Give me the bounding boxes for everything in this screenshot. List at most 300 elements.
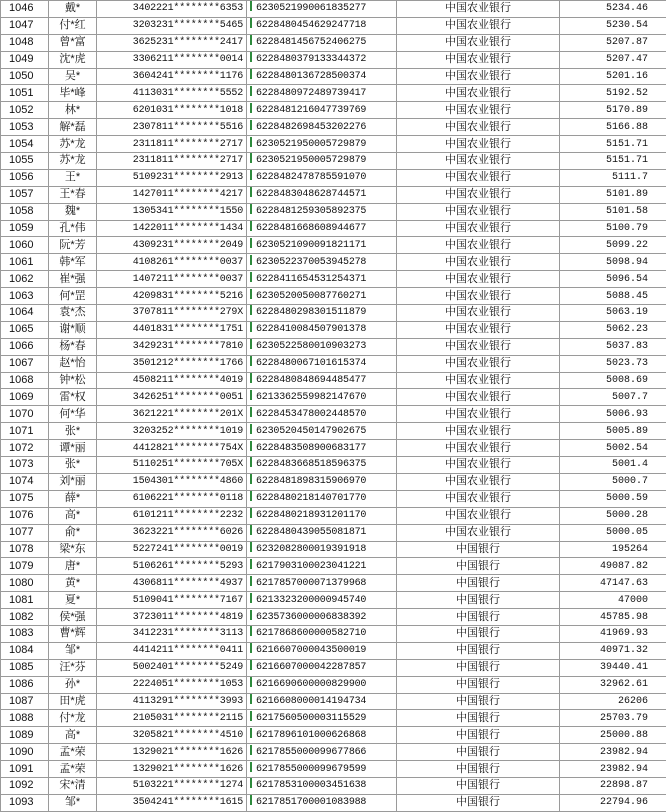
id-number-cell[interactable] [97, 423, 247, 440]
name-cell[interactable] [49, 423, 97, 440]
name-cell[interactable] [49, 524, 97, 541]
name-cell[interactable] [49, 338, 97, 355]
account-number-cell[interactable] [247, 761, 397, 778]
account-number-cell[interactable] [247, 355, 397, 372]
account-number-cell[interactable] [247, 659, 397, 676]
name-cell[interactable] [49, 136, 97, 153]
amount-cell[interactable] [560, 271, 666, 288]
id-number-cell[interactable] [97, 440, 247, 457]
account-number-cell[interactable] [247, 457, 397, 474]
bank-name-cell[interactable] [397, 457, 560, 474]
row-number-cell[interactable] [1, 102, 49, 119]
amount-cell[interactable] [560, 372, 666, 389]
row-number-cell[interactable] [1, 507, 49, 524]
account-number-cell[interactable] [247, 406, 397, 423]
bank-name-cell[interactable] [397, 305, 560, 322]
amount-cell[interactable] [560, 440, 666, 457]
amount-cell[interactable] [560, 119, 666, 136]
amount-cell[interactable] [560, 693, 666, 710]
row-number-cell[interactable] [1, 34, 49, 51]
bank-name-cell[interactable] [397, 372, 560, 389]
amount-cell[interactable] [560, 659, 666, 676]
amount-cell[interactable] [560, 794, 666, 811]
id-number-cell[interactable] [97, 676, 247, 693]
id-number-cell[interactable] [97, 338, 247, 355]
row-number-cell[interactable] [1, 153, 49, 170]
id-number-cell[interactable] [97, 220, 247, 237]
id-number-cell[interactable] [97, 305, 247, 322]
name-cell[interactable] [49, 68, 97, 85]
account-number-cell[interactable] [247, 203, 397, 220]
amount-cell-text: 5098.94 [606, 257, 648, 268]
name-cell[interactable] [49, 642, 97, 659]
name-cell[interactable] [49, 794, 97, 811]
name-cell[interactable] [49, 372, 97, 389]
account-number-cell[interactable] [247, 524, 397, 541]
name-cell[interactable] [49, 473, 97, 490]
id-number-cell[interactable] [97, 609, 247, 626]
name-cell[interactable] [49, 777, 97, 794]
amount-cell[interactable] [560, 642, 666, 659]
amount-cell[interactable] [560, 727, 666, 744]
name-cell[interactable] [49, 744, 97, 761]
amount-cell[interactable] [560, 136, 666, 153]
name-cell[interactable] [49, 220, 97, 237]
name-cell[interactable] [49, 625, 97, 642]
name-cell[interactable] [49, 288, 97, 305]
bank-name-cell[interactable] [397, 17, 560, 34]
account-number-cell[interactable] [247, 254, 397, 271]
row-number-cell[interactable] [1, 288, 49, 305]
account-number-cell[interactable] [247, 136, 397, 153]
account-number-cell[interactable] [247, 34, 397, 51]
amount-cell-text: 5002.54 [606, 443, 648, 454]
amount-cell[interactable] [560, 254, 666, 271]
bank-name-cell[interactable] [397, 136, 560, 153]
bank-name-cell[interactable] [397, 186, 560, 203]
account-number-cell[interactable] [247, 507, 397, 524]
name-cell[interactable] [49, 51, 97, 68]
name-cell[interactable] [49, 1, 97, 18]
row-number-cell[interactable] [1, 1, 49, 18]
bank-name-cell[interactable] [397, 676, 560, 693]
bank-name-cell[interactable] [397, 625, 560, 642]
name-cell[interactable] [49, 727, 97, 744]
id-number-cell[interactable] [97, 288, 247, 305]
account-number-cell[interactable] [247, 119, 397, 136]
id-number-cell[interactable] [97, 153, 247, 170]
account-number-cell[interactable] [247, 169, 397, 186]
account-number-cell[interactable] [247, 777, 397, 794]
amount-cell[interactable] [560, 524, 666, 541]
row-number-cell[interactable] [1, 423, 49, 440]
amount-cell[interactable] [560, 676, 666, 693]
name-cell[interactable] [49, 710, 97, 727]
amount-cell[interactable] [560, 625, 666, 642]
name-cell[interactable] [49, 490, 97, 507]
name-cell[interactable] [49, 85, 97, 102]
bank-name-cell[interactable] [397, 34, 560, 51]
id-number-cell[interactable] [97, 169, 247, 186]
bank-name-cell[interactable] [397, 541, 560, 558]
row-number-cell[interactable] [1, 169, 49, 186]
account-number-cell[interactable] [247, 642, 397, 659]
row-number-cell[interactable] [1, 406, 49, 423]
row-number-cell[interactable] [1, 524, 49, 541]
bank-name-cell[interactable] [397, 575, 560, 592]
table-row [1, 440, 666, 457]
bank-name-cell[interactable] [397, 119, 560, 136]
id-number-cell[interactable] [97, 85, 247, 102]
row-number-cell[interactable] [1, 389, 49, 406]
row-number-cell[interactable] [1, 17, 49, 34]
id-number-cell[interactable] [97, 524, 247, 541]
id-number-cell[interactable] [97, 17, 247, 34]
name-cell[interactable] [49, 676, 97, 693]
amount-cell[interactable] [560, 389, 666, 406]
bank-name-cell[interactable] [397, 423, 560, 440]
id-number-cell[interactable] [97, 490, 247, 507]
bank-name-cell[interactable] [397, 355, 560, 372]
amount-cell[interactable] [560, 423, 666, 440]
id-number-cell[interactable] [97, 592, 247, 609]
name-cell[interactable] [49, 119, 97, 136]
bank-name-cell[interactable] [397, 220, 560, 237]
amount-cell[interactable] [560, 1, 666, 18]
name-cell[interactable] [49, 169, 97, 186]
table-row [1, 524, 666, 541]
amount-cell[interactable] [560, 305, 666, 322]
row-number-cell[interactable] [1, 473, 49, 490]
bank-name-cell[interactable] [397, 609, 560, 626]
id-number-cell[interactable] [97, 761, 247, 778]
name-cell[interactable] [49, 575, 97, 592]
row-number-cell[interactable] [1, 676, 49, 693]
name-cell[interactable] [49, 507, 97, 524]
name-cell[interactable] [49, 254, 97, 271]
bank-name-cell[interactable] [397, 558, 560, 575]
name-cell[interactable] [49, 389, 97, 406]
row-number-cell[interactable] [1, 457, 49, 474]
row-number-cell[interactable] [1, 237, 49, 254]
name-cell[interactable] [49, 237, 97, 254]
row-number-cell[interactable] [1, 305, 49, 322]
bank-name-cell[interactable] [397, 473, 560, 490]
name-cell[interactable] [49, 203, 97, 220]
bank-name-cell[interactable] [397, 406, 560, 423]
account-number-cell[interactable] [247, 372, 397, 389]
amount-cell[interactable] [560, 102, 666, 119]
row-number-cell[interactable] [1, 744, 49, 761]
id-number-cell[interactable] [97, 558, 247, 575]
id-number-cell[interactable] [97, 203, 247, 220]
id-number-cell[interactable] [97, 625, 247, 642]
account-number-cell[interactable] [247, 17, 397, 34]
amount-cell[interactable] [560, 609, 666, 626]
row-number-cell[interactable] [1, 440, 49, 457]
table-row [1, 271, 666, 288]
account-number-cell[interactable] [247, 423, 397, 440]
bank-name-cell[interactable] [397, 203, 560, 220]
id-number-cell[interactable] [97, 119, 247, 136]
cell-comment-marker [250, 407, 252, 417]
row-number-cell[interactable] [1, 321, 49, 338]
account-number-cell[interactable] [247, 575, 397, 592]
row-number-cell[interactable] [1, 271, 49, 288]
name-cell[interactable] [49, 355, 97, 372]
amount-cell[interactable] [560, 17, 666, 34]
amount-cell[interactable] [560, 68, 666, 85]
id-number-cell[interactable] [97, 693, 247, 710]
name-cell[interactable] [49, 186, 97, 203]
name-cell[interactable] [49, 305, 97, 322]
row-number-cell-text: 1091 [9, 763, 33, 775]
account-number-cell[interactable] [247, 625, 397, 642]
name-cell[interactable] [49, 457, 97, 474]
id-number-cell[interactable] [97, 744, 247, 761]
name-cell[interactable] [49, 102, 97, 119]
amount-cell[interactable] [560, 777, 666, 794]
id-number-cell[interactable] [97, 68, 247, 85]
account-number-cell[interactable] [247, 85, 397, 102]
amount-cell[interactable] [560, 710, 666, 727]
row-number-cell[interactable] [1, 541, 49, 558]
name-cell[interactable] [49, 321, 97, 338]
row-number-cell[interactable] [1, 659, 49, 676]
account-number-cell[interactable] [247, 744, 397, 761]
id-number-cell-text: 5002401********5249 [133, 662, 243, 673]
id-number-cell[interactable] [97, 777, 247, 794]
bank-name-cell[interactable] [397, 389, 560, 406]
bank-name-cell[interactable] [397, 153, 560, 170]
row-number-cell[interactable] [1, 642, 49, 659]
bank-name-cell[interactable] [397, 761, 560, 778]
row-number-cell[interactable] [1, 490, 49, 507]
account-number-cell[interactable] [247, 338, 397, 355]
amount-cell[interactable] [560, 355, 666, 372]
amount-cell[interactable] [560, 321, 666, 338]
amount-cell[interactable] [560, 744, 666, 761]
row-number-cell[interactable] [1, 254, 49, 271]
name-cell[interactable] [49, 592, 97, 609]
row-number-cell[interactable] [1, 609, 49, 626]
account-number-cell[interactable] [247, 389, 397, 406]
amount-cell[interactable] [560, 457, 666, 474]
name-cell[interactable] [49, 558, 97, 575]
name-cell[interactable] [49, 406, 97, 423]
row-number-cell[interactable] [1, 693, 49, 710]
bank-name-cell[interactable] [397, 271, 560, 288]
account-number-cell[interactable] [247, 592, 397, 609]
id-number-cell[interactable] [97, 642, 247, 659]
bank-name-cell[interactable] [397, 592, 560, 609]
name-cell[interactable] [49, 541, 97, 558]
amount-cell[interactable] [560, 237, 666, 254]
id-number-cell[interactable] [97, 51, 247, 68]
table-row [1, 457, 666, 474]
account-number-cell[interactable] [247, 288, 397, 305]
amount-cell[interactable] [560, 34, 666, 51]
account-number-cell[interactable] [247, 271, 397, 288]
id-number-cell[interactable] [97, 186, 247, 203]
bank-name-cell[interactable] [397, 68, 560, 85]
row-number-cell[interactable] [1, 355, 49, 372]
row-number-cell[interactable] [1, 727, 49, 744]
row-number-cell[interactable] [1, 119, 49, 136]
row-number-cell[interactable] [1, 68, 49, 85]
id-number-cell[interactable] [97, 34, 247, 51]
amount-cell[interactable] [560, 761, 666, 778]
bank-name-cell[interactable] [397, 1, 560, 18]
bank-name-cell[interactable] [397, 794, 560, 811]
id-number-cell[interactable] [97, 727, 247, 744]
name-cell[interactable] [49, 761, 97, 778]
account-number-cell[interactable] [247, 473, 397, 490]
bank-name-cell[interactable] [397, 338, 560, 355]
id-number-cell[interactable] [97, 254, 247, 271]
amount-cell[interactable] [560, 153, 666, 170]
row-number-cell[interactable] [1, 372, 49, 389]
row-number-cell[interactable] [1, 85, 49, 102]
id-number-cell[interactable] [97, 1, 247, 18]
account-number-cell[interactable] [247, 490, 397, 507]
account-number-cell[interactable] [247, 440, 397, 457]
account-number-cell[interactable] [247, 609, 397, 626]
account-number-cell[interactable] [247, 237, 397, 254]
id-number-cell[interactable] [97, 355, 247, 372]
account-number-cell[interactable] [247, 153, 397, 170]
name-cell[interactable] [49, 34, 97, 51]
account-number-cell[interactable] [247, 1, 397, 18]
amount-cell[interactable] [560, 490, 666, 507]
bank-name-cell[interactable] [397, 642, 560, 659]
amount-cell[interactable] [560, 186, 666, 203]
row-number-cell[interactable] [1, 777, 49, 794]
amount-cell[interactable] [560, 51, 666, 68]
account-number-cell[interactable] [247, 710, 397, 727]
amount-cell[interactable] [560, 575, 666, 592]
row-number-cell[interactable] [1, 794, 49, 811]
amount-cell[interactable] [560, 507, 666, 524]
account-number-cell[interactable] [247, 676, 397, 693]
account-number-cell[interactable] [247, 68, 397, 85]
id-number-cell[interactable] [97, 237, 247, 254]
account-number-cell[interactable] [247, 727, 397, 744]
amount-cell[interactable] [560, 558, 666, 575]
id-number-cell[interactable] [97, 406, 247, 423]
row-number-cell[interactable] [1, 558, 49, 575]
row-number-cell[interactable] [1, 761, 49, 778]
id-number-cell[interactable] [97, 271, 247, 288]
name-cell[interactable] [49, 693, 97, 710]
account-number-cell[interactable] [247, 558, 397, 575]
row-number-cell[interactable] [1, 136, 49, 153]
name-cell[interactable] [49, 271, 97, 288]
amount-cell[interactable] [560, 406, 666, 423]
amount-cell[interactable] [560, 288, 666, 305]
row-number-cell[interactable] [1, 710, 49, 727]
bank-name-cell[interactable] [397, 727, 560, 744]
name-cell[interactable] [49, 153, 97, 170]
id-number-cell[interactable] [97, 457, 247, 474]
account-number-cell[interactable] [247, 794, 397, 811]
amount-cell[interactable] [560, 169, 666, 186]
name-cell[interactable] [49, 609, 97, 626]
name-cell[interactable] [49, 17, 97, 34]
row-number-cell[interactable] [1, 186, 49, 203]
amount-cell[interactable] [560, 592, 666, 609]
account-number-cell[interactable] [247, 186, 397, 203]
row-number-cell[interactable] [1, 203, 49, 220]
id-number-cell[interactable] [97, 575, 247, 592]
account-number-cell[interactable] [247, 321, 397, 338]
id-number-cell[interactable] [97, 710, 247, 727]
bank-name-cell[interactable] [397, 744, 560, 761]
id-number-cell[interactable] [97, 541, 247, 558]
bank-name-cell[interactable] [397, 524, 560, 541]
id-number-cell[interactable] [97, 794, 247, 811]
account-number-cell[interactable] [247, 102, 397, 119]
bank-name-cell[interactable] [397, 693, 560, 710]
id-number-cell[interactable] [97, 473, 247, 490]
bank-name-cell[interactable] [397, 85, 560, 102]
id-number-cell[interactable] [97, 136, 247, 153]
id-number-cell[interactable] [97, 372, 247, 389]
name-cell[interactable] [49, 440, 97, 457]
bank-name-cell[interactable] [397, 169, 560, 186]
bank-name-cell[interactable] [397, 777, 560, 794]
row-number-cell[interactable] [1, 51, 49, 68]
id-number-cell[interactable] [97, 389, 247, 406]
account-number-cell[interactable] [247, 220, 397, 237]
row-number-cell[interactable] [1, 338, 49, 355]
row-number-cell[interactable] [1, 592, 49, 609]
bank-name-cell[interactable] [397, 237, 560, 254]
row-number-cell-text: 1076 [9, 509, 33, 521]
table-row [1, 744, 666, 761]
id-number-cell[interactable] [97, 102, 247, 119]
row-number-cell[interactable] [1, 575, 49, 592]
bank-name-cell[interactable] [397, 440, 560, 457]
bank-name-cell[interactable] [397, 51, 560, 68]
amount-cell[interactable] [560, 203, 666, 220]
bank-name-cell[interactable] [397, 507, 560, 524]
bank-name-cell[interactable] [397, 288, 560, 305]
account-number-cell[interactable] [247, 693, 397, 710]
name-cell[interactable] [49, 659, 97, 676]
id-number-cell[interactable] [97, 659, 247, 676]
account-number-cell-text: 6228480218931201170 [256, 510, 366, 521]
amount-cell[interactable] [560, 220, 666, 237]
row-number-cell[interactable] [1, 625, 49, 642]
id-number-cell[interactable] [97, 321, 247, 338]
bank-name-cell[interactable] [397, 254, 560, 271]
row-number-cell[interactable] [1, 220, 49, 237]
amount-cell[interactable] [560, 541, 666, 558]
account-number-cell[interactable] [247, 541, 397, 558]
amount-cell[interactable] [560, 473, 666, 490]
id-number-cell[interactable] [97, 507, 247, 524]
amount-cell[interactable] [560, 85, 666, 102]
bank-name-cell[interactable] [397, 659, 560, 676]
bank-name-cell[interactable] [397, 490, 560, 507]
account-number-cell[interactable] [247, 51, 397, 68]
amount-cell[interactable] [560, 338, 666, 355]
bank-name-cell[interactable] [397, 710, 560, 727]
account-number-cell[interactable] [247, 305, 397, 322]
bank-name-cell[interactable] [397, 321, 560, 338]
bank-name-cell[interactable] [397, 102, 560, 119]
